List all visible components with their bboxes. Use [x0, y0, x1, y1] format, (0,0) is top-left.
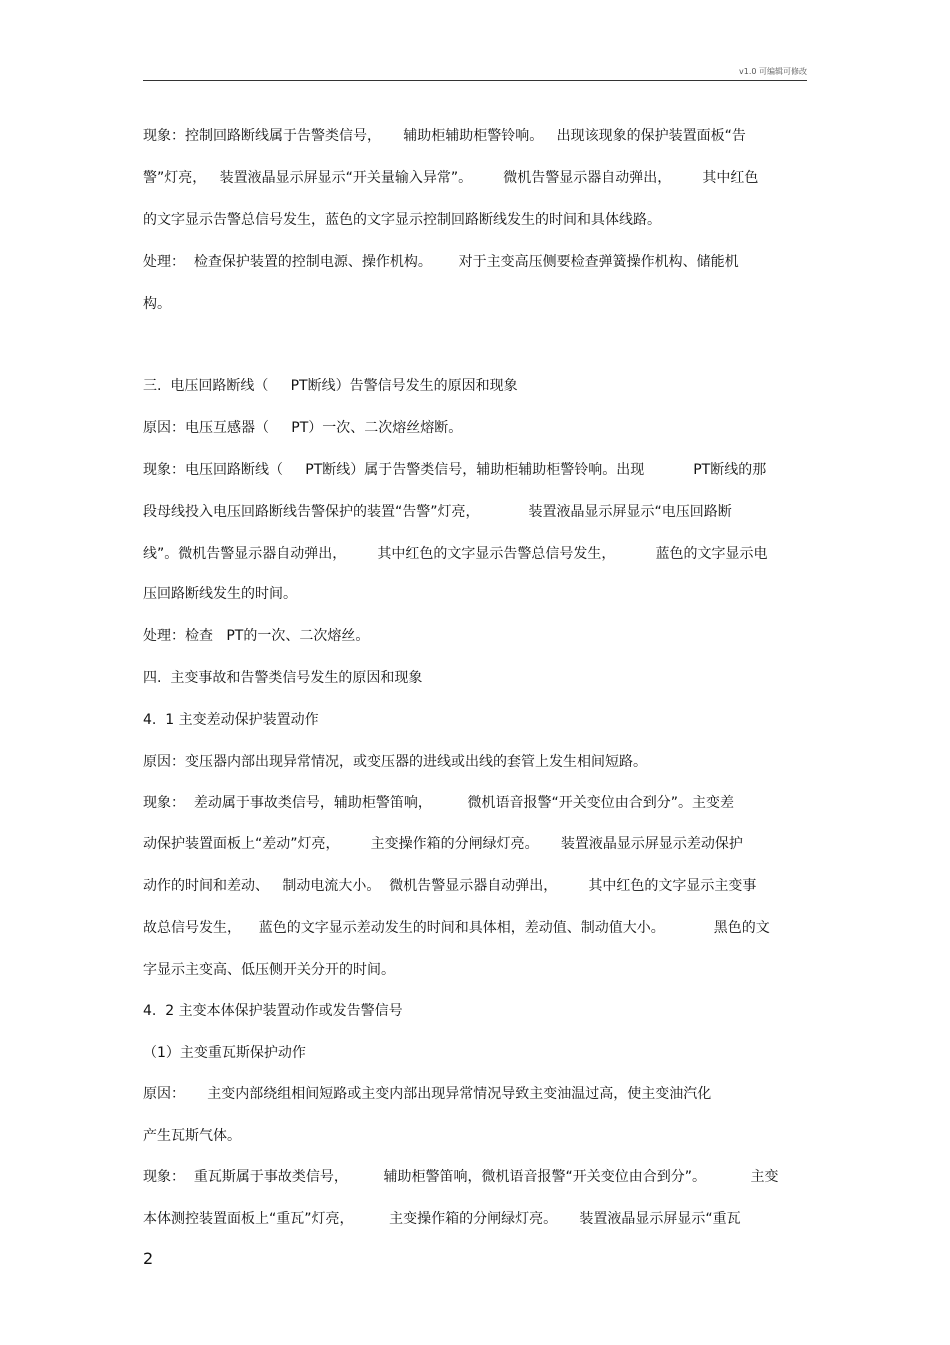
text-line: 原因：变压器内部出现异常情况，或变压器的进线或出线的套管上发生相间短路。 — [143, 754, 647, 770]
text-line: 原因： 主变内部绕组相间短路或主变内部出现异常情况导致主变油温过高，使主变油汽化 — [143, 1086, 712, 1102]
text-line: 处理： 检查保护装置的控制电源、操作机构。 对于主变高压侧要检查弹簧操作机构、储能机 — [143, 254, 739, 270]
header-rule — [143, 80, 807, 81]
section-heading: 四. 主变事故和告警类信号发生的原因和现象 — [143, 670, 423, 686]
text-line: 线”。微机告警显示器自动弹出， 其中红色的文字显示告警总信号发生， 蓝色的文字显示电 — [143, 546, 768, 562]
subsection-heading: 4. 2 主变本体保护装置动作或发告警信号 — [143, 1003, 403, 1019]
text-line: 动保护装置面板上“差动”灯亮， 主变操作箱的分闸绿灯亮。 装置液晶显示屏显示差动保护 — [143, 836, 743, 852]
text-line: 现象： 差动属于事故类信号，辅助柜警笛响， 微机语音报警“开关变位由合到分”。主变差 — [143, 795, 735, 811]
page-number: 2 — [143, 1249, 154, 1268]
text-line: 原因：电压互感器（ PT）一次、二次熔丝熔断。 — [143, 420, 463, 436]
text-line: 动作的时间和差动、 制动电流大小。 微机告警显示器自动弹出， 其中红色的文字显示主变事 — [143, 878, 757, 894]
text-line: 压回路断线发生的时间。 — [143, 586, 297, 602]
text-line: 现象：控制回路断线属于告警类信号， 辅助柜辅助柜警铃响。 出现该现象的保护装置面板“告 — [143, 128, 746, 144]
text-line: 字显示主变高、低压侧开关分开的时间。 — [143, 962, 395, 978]
text-line: 段母线投入电压回路断线告警保护的装置“告警”灯亮， 装置液晶显示屏显示“电压回路断 — [143, 504, 732, 520]
text-line: 产生瓦斯气体。 — [143, 1128, 241, 1144]
text-line: 现象：电压回路断线（ PT断线）属于告警类信号，辅助柜辅助柜警铃响。出现 PT断线的那 — [143, 462, 767, 478]
text-line: 构。 — [143, 296, 171, 312]
section-heading: 三. 电压回路断线（ PT断线）告警信号发生的原因和现象 — [143, 378, 518, 394]
text-line: 现象： 重瓦斯属于事故类信号， 辅助柜警笛响，微机语音报警“开关变位由合到分”。 主变 — [143, 1169, 779, 1185]
text-line: 本体测控装置面板上“重瓦”灯亮， 主变操作箱的分闸绿灯亮。 装置液晶显示屏显示“重瓦 — [143, 1211, 741, 1227]
header-version-note: v1.0 可编辑可修改 — [739, 67, 807, 76]
text-line: 处理：检查 PT的一次、二次熔丝。 — [143, 628, 370, 644]
text-line: 警”灯亮， 装置液晶显示屏显示“开关量输入异常”。 微机告警显示器自动弹出， 其中红色 — [143, 170, 759, 186]
text-line: 的文字显示告警总信号发生，蓝色的文字显示控制回路断线发生的时间和具体线路。 — [143, 212, 661, 228]
subsection-heading: 4. 1 主变差动保护装置动作 — [143, 712, 319, 728]
text-line: 故总信号发生， 蓝色的文字显示差动发生的时间和具体相，差动值、制动值大小。 黑色的文 — [143, 920, 770, 936]
subsection-heading: （1）主变重瓦斯保护动作 — [143, 1045, 306, 1061]
